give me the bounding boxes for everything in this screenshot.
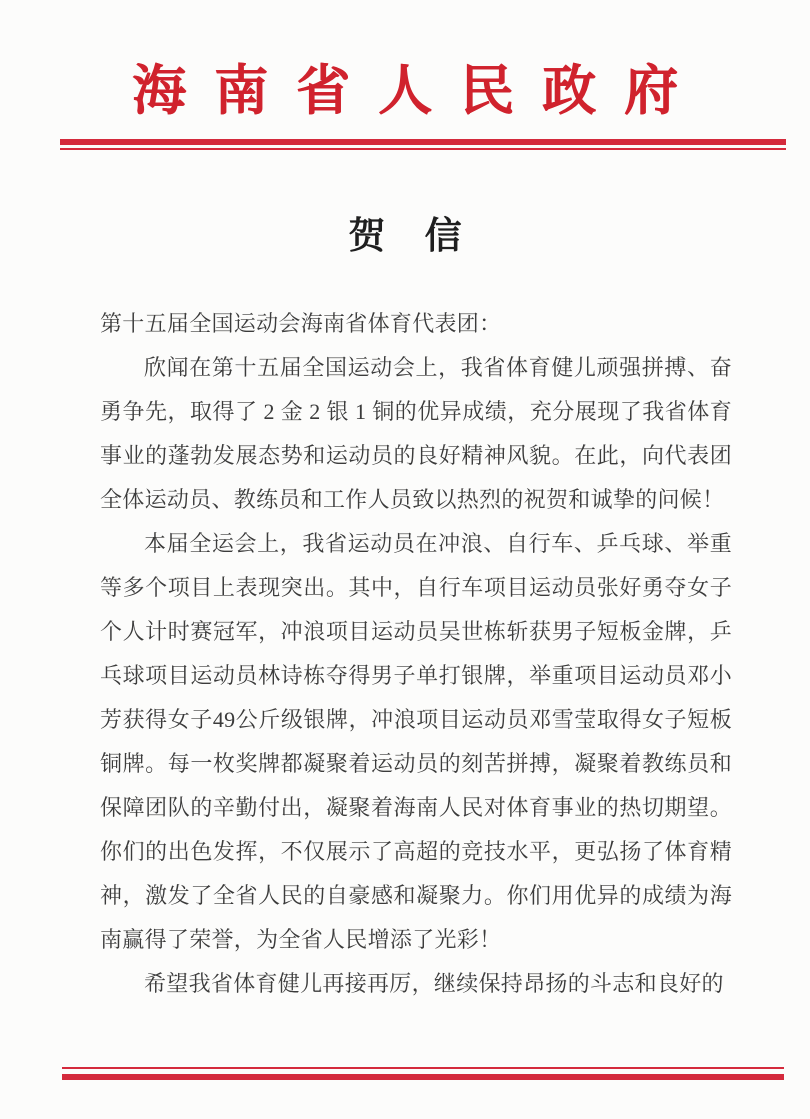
letter-body: [100, 302, 732, 1006]
salutation: 第十五届全国运动会海南省体育代表团：: [100, 311, 502, 336]
paragraph-2: 本届全运会上，我省运动员在冲浪、自行车、乒乓球、举重等多个项目上表现突出。其中，自行车项目运动员张好勇夺女子个人计时赛冠军，冲浪项目运动员吴世栋斩获男子短板金牌，乒乓球项目运动员林诗栋夺得男子单打银牌，举重项目运动员邓小芳获得女子49公斤级银牌，冲浪项目运动员邓雪莹取得女子短板铜牌。每一枚奖牌都凝聚着运动员的刻苦拼搏，凝聚着教练员和保障团队的辛勤付出，凝聚着海南人民对体育事业的热切期望。你们的出色发挥，不仅展示了高超的竞技水平，更弘扬了体育精神，激发了全省人民的自豪感和凝聚力。你们用优异的成绩为海南赢得了荣誉，为全省人民增添了光彩！: [100, 531, 732, 952]
footer-double-rule: [62, 1067, 784, 1080]
footer-rule-thick: [62, 1074, 784, 1080]
header-rule-thin: [60, 148, 786, 150]
document-title: 贺 信: [348, 216, 462, 257]
letterhead: [0, 56, 810, 140]
paragraph-1: 欣闻在第十五届全国运动会上，我省体育健儿顽强拼搏、奋勇争先，取得了 2 金 2 银 1 铜的优异成绩，充分展现了我省体育事业的蓬勃发展态势和运动员的良好精神风貌。在此，向代表团全体运动员、教练员和工作人员致以热烈的祝贺和诚挚的问候！: [100, 355, 732, 512]
letterhead-org-name: 海南省人民政府: [132, 61, 706, 121]
paragraph-3: 希望我省体育健儿再接再厉，继续保持昂扬的斗志和良好的: [144, 971, 724, 996]
header-double-rule: [60, 139, 786, 150]
